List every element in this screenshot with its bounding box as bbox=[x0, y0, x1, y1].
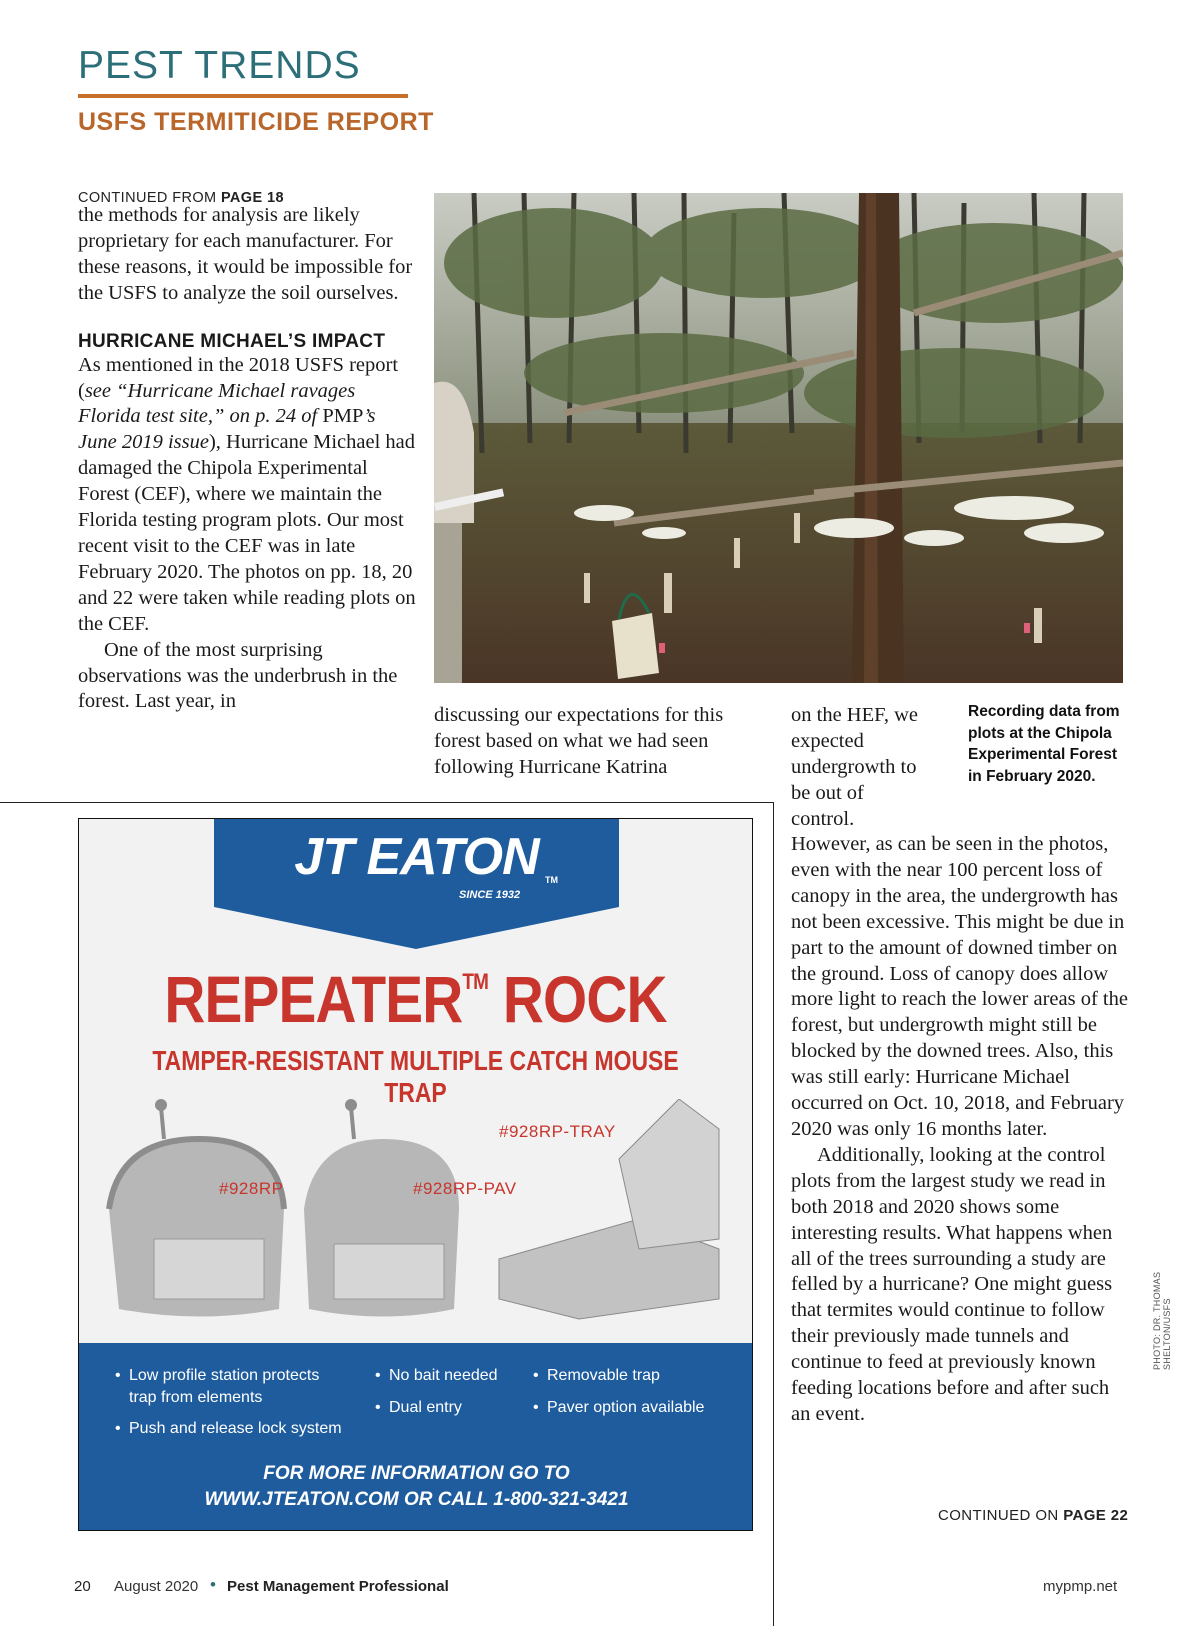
trap-rock-image bbox=[109, 1099, 284, 1317]
paragraph: As mentioned in the 2018 USFS report (see “Hurricane Michael ravages Florida test site,” on p. 24 of PMP’s June 2019 issue), Hurricane Michael had damaged the Chipola Experimental Forest (CEF), where we maintain the Florida testing program plots. Our most recent visit to the CEF was in late February 2020. The photos on pp. 18, 20 and 22 were taken while reading plots on the CEF. bbox=[78, 353, 416, 635]
article-column-1 bbox=[78, 190, 418, 715]
article-column-3-top: on the HEF, we expected undergrowth to be out of control. bbox=[791, 704, 919, 830]
feature-item: • Low profile station protects trap from elements bbox=[129, 1365, 349, 1408]
brand-since: SINCE 1932 bbox=[459, 889, 521, 901]
feature-item: • Paver option available bbox=[547, 1397, 704, 1419]
ad-call-to-action[interactable]: FOR MORE INFORMATION GO TO WWW.JTEATON.COM OR CALL 1-800-321-3421 bbox=[204, 1463, 629, 1510]
ad-border-line bbox=[773, 802, 774, 1626]
paragraph: Additionally, looking at the control plots from the largest study we read in both 2018 and 2020 shows some interesting results. What happens when all of the trees surrounding a study are felled by a hurricane? One might guess that termites would continue to follow their previously made tunnels and continue to feed at previously known feeding locations before and after such an event. bbox=[791, 1143, 1113, 1425]
website-url[interactable]: mypmp.net bbox=[1043, 1578, 1118, 1595]
footer-bullet: • bbox=[210, 1575, 216, 1594]
continued-on: CONTINUED ON PAGE 22 bbox=[938, 1507, 1129, 1524]
issue-date: August 2020 bbox=[114, 1578, 199, 1595]
advertisement[interactable] bbox=[78, 818, 753, 1531]
article-column-2: discussing our expectations for this forest based on what we had seen following Hurricane Katrina bbox=[434, 704, 724, 778]
product-code: #928RP-PAV bbox=[413, 1179, 517, 1198]
product-title: REPEATER™ ROCK bbox=[164, 962, 667, 1036]
ad-border-line bbox=[0, 802, 774, 803]
brand-logo: JT EATON bbox=[294, 828, 539, 886]
forest-photo-image bbox=[434, 193, 1123, 683]
product-code: #928RP-TRAY bbox=[499, 1122, 616, 1141]
feature-item: • Removable trap bbox=[547, 1365, 660, 1387]
feature-item: • Push and release lock system bbox=[129, 1418, 359, 1440]
paragraph: One of the most surprising observations was the underbrush in the forest. Last year, in bbox=[78, 638, 398, 713]
feature-item: • No bait needed bbox=[389, 1365, 498, 1387]
paragraph: the methods for analysis are likely proprietary for each manufacturer. For these reasons, it would be impossible for the USFS to analyze the soil ourselves. bbox=[78, 204, 413, 304]
photo-caption: Recording data from plots at the Chipola Experimental Forest in February 2020. bbox=[968, 703, 1120, 785]
trap-rock-paver-image bbox=[304, 1099, 459, 1317]
product-code: #928RP bbox=[219, 1179, 284, 1198]
page-number: 20 bbox=[74, 1578, 91, 1595]
subheading: HURRICANE MICHAEL’S IMPACT bbox=[78, 330, 386, 352]
photo-credit: PHOTO: DR. THOMAS SHELTON/USFS bbox=[1152, 1271, 1172, 1370]
paragraph: However, as can be seen in the photos, even with the near 100 percent loss of canopy in the area, the undergrowth has not been excessive. This might be due in part to the amount of downed timber on the ground. Loss of canopy does allow more light to reach the lower areas of the forest, but undergrowth might still be blocked by the downed trees. Also, this was still early: Hurricane Michael occurred on Oct. 10, 2018, and February 2020 was only 16 months later. bbox=[791, 833, 1128, 1140]
forest-photo bbox=[434, 193, 1123, 683]
product-tagline: TAMPER-RESISTANT MULTIPLE CATCH MOUSE TRAP bbox=[152, 1045, 679, 1108]
section-title: USFS TERMITICIDE REPORT bbox=[78, 108, 434, 136]
kicker-rule bbox=[78, 94, 408, 98]
publication-name: Pest Management Professional bbox=[227, 1578, 449, 1595]
continued-from: CONTINUED FROM PAGE 18 bbox=[78, 190, 284, 206]
product-images bbox=[79, 1099, 753, 1339]
article-column-3 bbox=[791, 832, 1131, 1428]
feature-item: • Dual entry bbox=[389, 1397, 462, 1419]
section-kicker: PEST TRENDS bbox=[78, 44, 361, 87]
brand-tm: TM bbox=[545, 875, 558, 885]
ad-features-panel bbox=[79, 1343, 753, 1531]
